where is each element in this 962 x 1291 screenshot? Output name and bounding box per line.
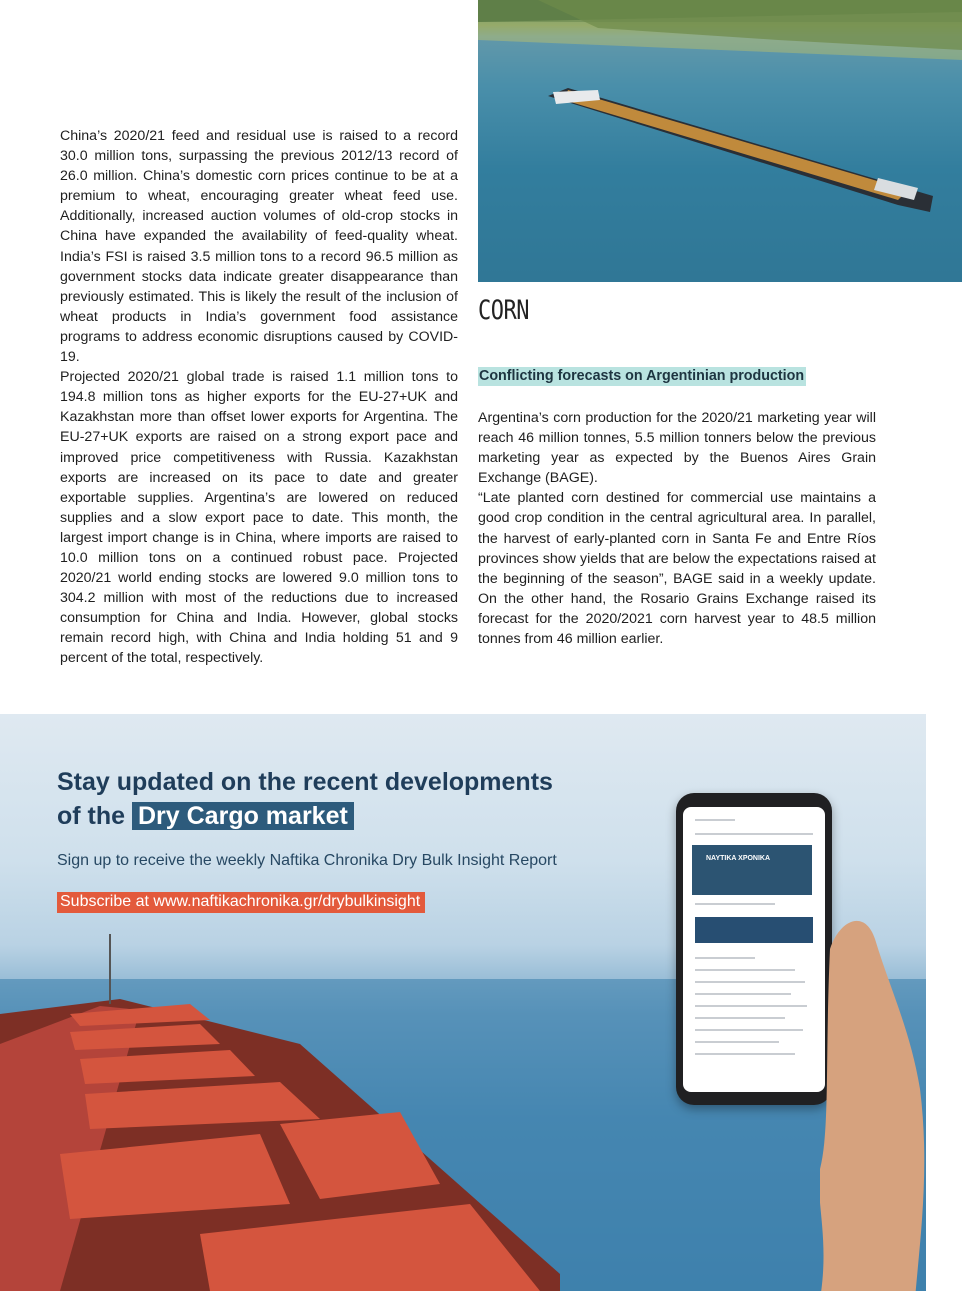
left-paragraph: China’s 2020/21 feed and residual use is raised to a record 30.0 million tons, surpassing the previous 2012/13 record of 26.0 million. China’s domestic corn prices continue to be at a premium to wheat, encouraging greater wheat feed use. Additionally, increased auction volumes of old-crop stocks in China have expanded the availability of feed-quality wheat. India’s FSI is raised 3.5 million tons to a record 96.5 million as government stocks data indicate greater disappearance than previously estimated. This is likely the result of the inclusion of wheat products in India’s government food assistance programs to address economic disruptions caused by COVID-19. — [60, 128, 458, 366]
newsletter-header — [692, 845, 812, 895]
smartphone-mockup — [676, 793, 832, 1105]
ad-headline-line2 — [57, 799, 553, 833]
text-line — [695, 1017, 785, 1019]
text-line — [695, 981, 805, 983]
dry-cargo-advert[interactable] — [0, 714, 926, 1291]
text-line — [695, 1005, 807, 1007]
subscribe-link[interactable]: Subscribe at www.naftikachronika.gr/drybulkinsight — [57, 892, 425, 913]
phone-screen — [683, 807, 825, 1092]
text-line — [695, 1053, 795, 1055]
ad-subline: Sign up to receive the weekly Naftika Chronika Dry Bulk Insight Report — [57, 852, 557, 869]
newsletter-logo: NAYTIKA XPONIKA — [706, 855, 771, 862]
corn-article-column — [478, 408, 876, 649]
toolbar — [695, 833, 813, 835]
left-paragraph: Projected 2020/21 global trade is raised 1.1 million tons to 194.8 million tons as higher exports for the EU-27+UK and Kazakhstan more than offset lower exports for Argentina. The EU-27+UK exports are raised on a strong export pace and improved price competitiveness with Russia. Kazakhstan exports are increased on its pace to date and greater exportable supplies. Argentina’s are lowered on reduced supplies and a slow export pace to date. This month, the largest import change is in China, where imports are raised to 10.0 million tons on a continued robust pace. Projected 2020/21 world ending stocks are lowered 9.0 million tons to 304.2 million with most of the reductions due to increased consumption for China and India. However, global stocks remain record high, with China and India holding 51 and 9 percent of the total, respectively. — [60, 369, 458, 667]
left-article-column — [60, 126, 458, 669]
ad-headline-prefix: of the — [57, 802, 126, 830]
text-line — [695, 903, 775, 905]
ad-headline — [57, 765, 553, 833]
text-line — [695, 969, 795, 971]
river-barge-illustration — [478, 0, 962, 282]
newsletter-banner — [695, 917, 813, 943]
corn-section-heading: CORN — [478, 296, 529, 326]
text-line — [695, 957, 755, 959]
status-bar — [695, 819, 735, 821]
text-line — [695, 993, 791, 995]
river-barge-photo — [478, 0, 962, 282]
ad-headline-highlight: Dry Cargo market — [132, 802, 354, 830]
text-line — [695, 1041, 779, 1043]
hand-illustration — [820, 909, 926, 1291]
corn-paragraph: Argentina’s corn production for the 2020/21 marketing year will reach 46 million tonnes, 5.5 million tonners below the previous marketing year as expected by the Buenos Aires Grain Exchange (BAGE). — [478, 410, 876, 487]
text-line — [695, 1029, 803, 1031]
corn-subheading: Conflicting forecasts on Argentinian production — [479, 368, 805, 384]
ad-headline-line1: Stay updated on the recent developments — [57, 768, 553, 796]
corn-paragraph: “Late planted corn destined for commercial use maintains a good crop condition in the central agricultural area. In parallel, the harvest of early-planted corn in Santa Fe and Entre Ríos provinces show yields that are below the expectations raised at the beginning of the season”, BAGE said in a weekly update. On the other hand, the Rosario Grains Exchange raised its forecast for the 2020/2021 corn harvest year to 48.5 million tonnes from 46 million earlier. — [478, 490, 876, 648]
